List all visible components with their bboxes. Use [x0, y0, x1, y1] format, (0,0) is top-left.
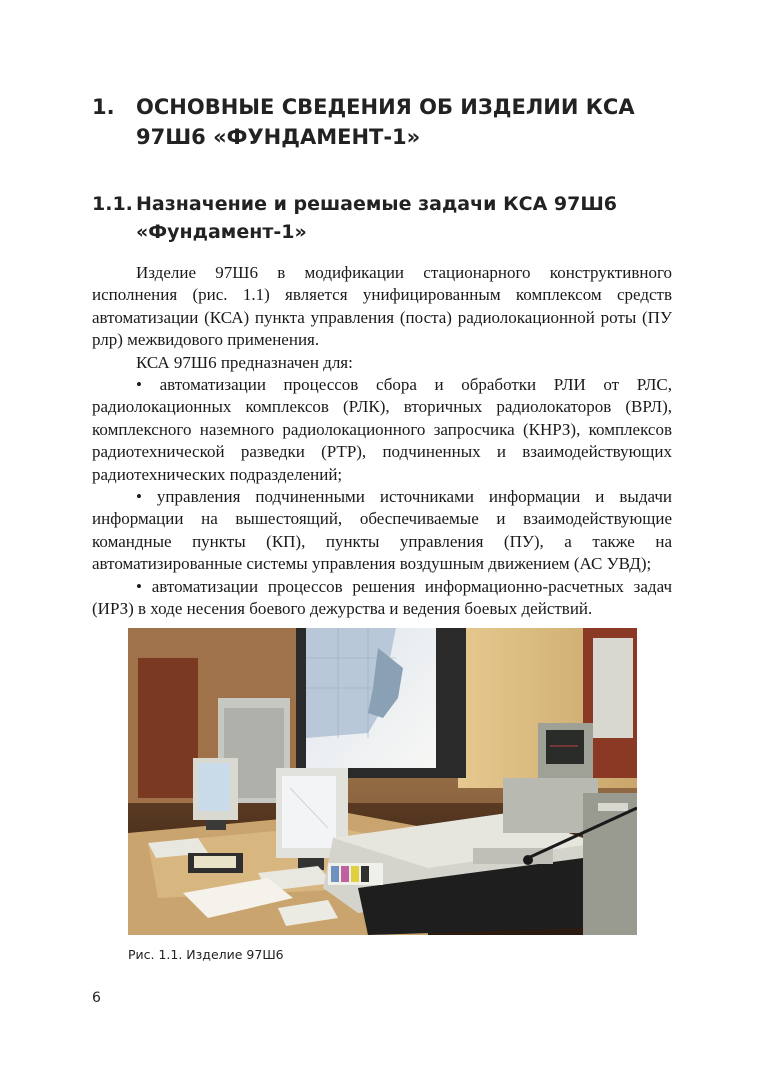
bullet-item-irz: • автоматизации процессов решения информационно-расчетных задач (ИРЗ) в ходе несения боевого дежурства и ведения боевых действий. — [92, 576, 672, 619]
section-title: Назначение и решаемые задачи КСА 97Ш6 «Фундамент-1» — [136, 193, 618, 243]
chapter-title: ОСНОВНЫЕ СВЕДЕНИЯ ОБ ИЗДЕЛИИ КСА 97Ш6 «ФУНДАМЕНТ-1» — [136, 95, 635, 149]
page-number: 6 — [92, 990, 101, 1006]
chapter-number: 1. — [92, 95, 115, 119]
bullet-item-automation: • автоматизации процессов сбора и обработки РЛИ от РЛС, радиолокационных комплексов (РЛК), вторичных радиолокаторов (ВРЛ), комплексного наземного радиолокационного запросчика (КНРЗ), комплексов радиотехнической разведки (РТР), подчиненных и взаимодействующих радиотехнических подразделений; — [92, 375, 672, 484]
section-heading — [92, 190, 692, 246]
figure-caption: Рис. 1.1. Изделие 97Ш6 — [128, 947, 284, 962]
control-room-photo — [128, 628, 637, 935]
section-number: 1.1. — [92, 193, 133, 215]
chapter-heading — [92, 92, 692, 152]
paragraph-purpose: КСА 97Ш6 предназначен для: — [136, 352, 353, 372]
paragraph-intro: Изделие 97Ш6 в модификации стационарного конструктивного исполнения (рис. 1.1) является унифицированным комплексом средств автоматизации (КСА) пункта управления (поста) радиолокационной роты (ПУ рлр) межвидового применения. — [92, 263, 672, 350]
body-text — [92, 262, 672, 621]
bullet-item-control: • управления подчиненными источниками информации и выдачи информации на вышестоящий, обеспечиваемые и взаимодействующие командные пункты (КП), пункты управления (ПУ), а также на автоматизированные системы управления воздушным движением (АС УВД); — [92, 487, 672, 574]
figure-photo — [128, 628, 637, 935]
